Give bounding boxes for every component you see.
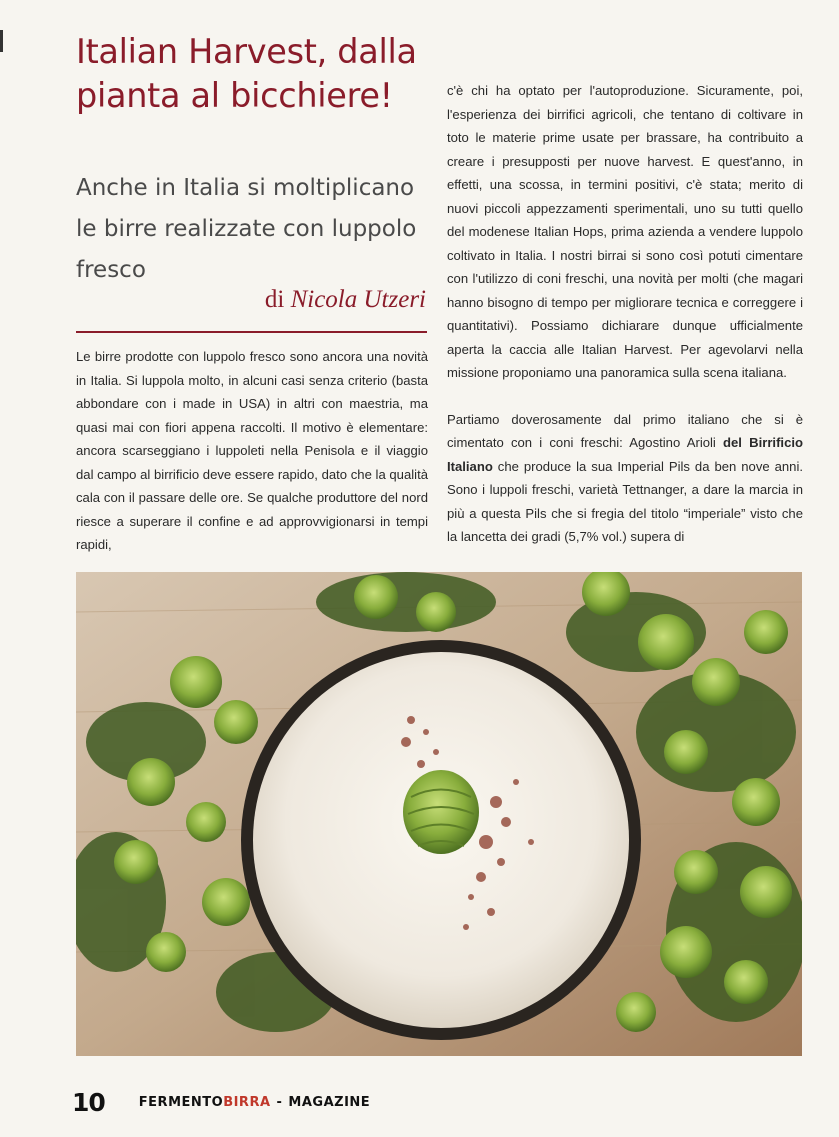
brewery-name: del Birrificio Italiano (447, 435, 803, 474)
article-subtitle: Anche in Italia si moltiplicano le birre realizzate con luppolo fresco (76, 175, 417, 283)
page-footer (72, 1086, 370, 1118)
paragraph-text: che produce la sua Imperial Pils da ben nove anni. Sono i luppoli freschi, varietà Tettnanger, a dare la marcia in più a questa Pils che si fregia del titolo “imperiale” visto che la lancetta dei gradi (5,7% vol.) supera di (447, 458, 803, 544)
magazine-label: MAGAZINE (288, 1094, 371, 1110)
byline-prefix: di (264, 286, 285, 313)
body-paragraph (447, 408, 803, 549)
article-title: Italian Harvest, dalla pianta al bicchiere! (76, 32, 417, 115)
page-number: 10 (72, 1087, 105, 1117)
byline (76, 286, 426, 314)
body-column-right (447, 79, 803, 549)
body-paragraph: Le birre prodotte con luppolo fresco sono ancora una novità in Italia. Si luppola molto, in alcuni casi senza criterio (basta abbondare con i made in USA) in altri con maestria, ma quasi mai con fiori appena raccolti. Il motivo è elementare: ancora scarseggiano i luppoleti nella Penisola e il viaggio dal campo al birrificio deve essere rapido, dato che la qualità cala con il passare delle ore. Se qualche produttore del nord riesce a superare il confine e ad approvvigionarsi in tempi rapidi, (76, 349, 428, 552)
body-column-left (76, 345, 428, 557)
magazine-logo (139, 1095, 370, 1110)
article-photo (76, 572, 802, 1056)
page-edge-mark (0, 30, 3, 52)
logo-separator: - (276, 1094, 283, 1110)
title-divider (76, 331, 427, 333)
logo-word-fermento: FERMENTO (138, 1094, 224, 1110)
logo-word-birra: BIRRA (223, 1094, 271, 1110)
body-paragraph: c'è chi ha optato per l'autoproduzione. Sicuramente, poi, l'esperienza dei birrifici agricoli, che tentano di coltivare in toto le materie prime usate per brassare, ha contribuito a creare i presupposti per nuove harvest. E quest'anno, in effetti, una scossa, in termini positivi, c'è stata; merito di nuovi piccoli appezzamenti sperimentali, uno su tutti quello del modenese Italian Hops, prima azienda a vendere luppolo coltivato in Italia. I nostri birrai si sono così potuti cimentare con l'utilizzo di coni freschi, una novità per molti (che magari hanno bisogno di tempo per migliorare tecnica e correggere i quantitativi). Possiamo dichiarare dunque ufficialmente aperta la caccia alle Italian Harvest. Per agevolarvi nella missione proponiamo una panoramica sulla scena italiana. (447, 83, 803, 380)
paragraph-text: Partiamo doverosamente dal primo italiano che si è cimentato con i coni freschi: Agostino Arioli (447, 411, 803, 450)
author-name: Nicola Utzeri (290, 286, 426, 313)
floating-hop-cone (403, 770, 479, 854)
